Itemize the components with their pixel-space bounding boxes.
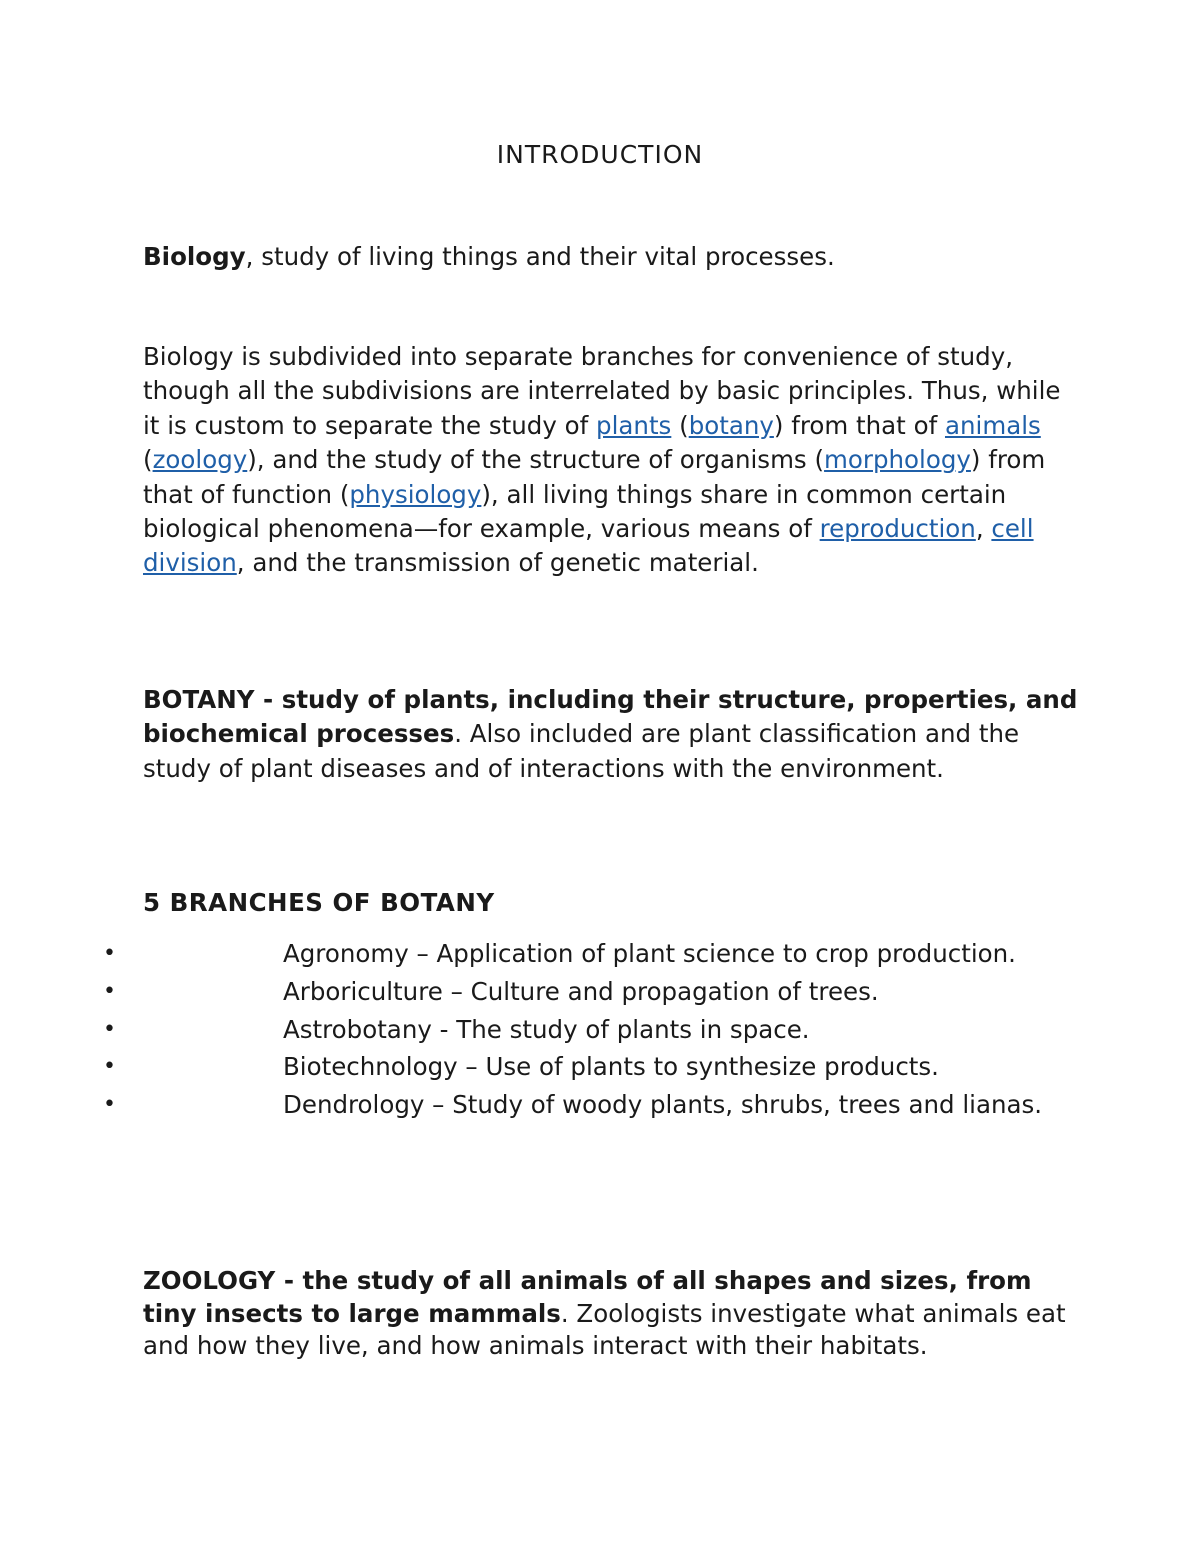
- biology-definition: [143, 240, 1083, 274]
- bullet-icon: •: [103, 978, 116, 1004]
- page-title: INTRODUCTION: [496, 140, 704, 169]
- link-reproduction[interactable]: reproduction: [819, 514, 976, 544]
- text-segment: ), and the study of the structure of organisms (: [247, 445, 825, 475]
- zoology-definition-bold: ZOOLOGY - the study of all animals of all shapes and sizes, from tiny insects to large mammals: [143, 1266, 1032, 1328]
- link-physiology[interactable]: physiology: [349, 479, 482, 509]
- list-item-text: Biotechnology – Use of plants to synthesize products.: [283, 1052, 939, 1082]
- text-segment: ,: [975, 514, 992, 544]
- biology-definition-text: , study of living things and their vital processes.: [245, 242, 835, 271]
- list-item: [0, 938, 1063, 969]
- text-segment: (: [143, 445, 153, 475]
- link-botany[interactable]: botany: [688, 410, 774, 440]
- text-segment: Biology is subdivided into separate branches for convenience of study, though all the subdivisions are interrelated by basic principles. Thus, while it is custom to separate the study of: [143, 342, 1061, 440]
- list-item-text: Agronomy – Application of plant science to crop production.: [283, 939, 1016, 968]
- branches-list: [0, 938, 1200, 1127]
- link-zoology[interactable]: zoology: [152, 445, 248, 475]
- list-item-text: Astrobotany - The study of plants in space.: [283, 1014, 810, 1044]
- list-item: [0, 976, 1063, 1007]
- bullet-icon: •: [103, 1092, 116, 1118]
- bullet-icon: •: [103, 1054, 116, 1080]
- text-segment: ), all living things share in common certain biological phenomena—for example, various means of: [143, 479, 1007, 544]
- text-segment: , and the transmission of genetic material.: [236, 548, 759, 578]
- link-cell-division[interactable]: cell division: [143, 514, 1034, 578]
- zoology-definition-rest: . Zoologists investigate what animals eat and how they live, and how animals interact with their habitats.: [143, 1298, 1066, 1361]
- text-segment: ) from that of function (: [143, 445, 1046, 509]
- list-item: [0, 1089, 1063, 1120]
- link-morphology[interactable]: morphology: [824, 445, 971, 475]
- zoology-paragraph: [143, 1265, 1083, 1363]
- branches-heading: 5 BRANCHES OF BOTANY: [143, 888, 495, 917]
- list-item-text: Arboriculture – Culture and propagation of trees.: [283, 976, 879, 1006]
- list-item-text: Dendrology – Study of woody plants, shrubs, trees and lianas.: [283, 1090, 1043, 1120]
- text-segment: (: [671, 410, 689, 440]
- botany-definition-rest: . Also included are plant classification and the study of plant diseases and of interactions with the environment.: [143, 719, 1020, 783]
- botany-definition-bold: BOTANY - study of plants, including their structure, properties, and biochemical processes: [143, 685, 1078, 749]
- bullet-icon: •: [103, 941, 116, 966]
- botany-paragraph: [143, 683, 1083, 786]
- biology-term: Biology: [143, 242, 246, 271]
- bullet-icon: •: [103, 1016, 116, 1042]
- link-plants[interactable]: plants: [596, 410, 672, 440]
- list-item: [0, 1014, 1063, 1045]
- text-segment: ) from that of: [773, 410, 945, 440]
- subdivision-paragraph: [143, 340, 1083, 581]
- list-item: [0, 1051, 1063, 1082]
- link-animals[interactable]: animals: [944, 410, 1041, 440]
